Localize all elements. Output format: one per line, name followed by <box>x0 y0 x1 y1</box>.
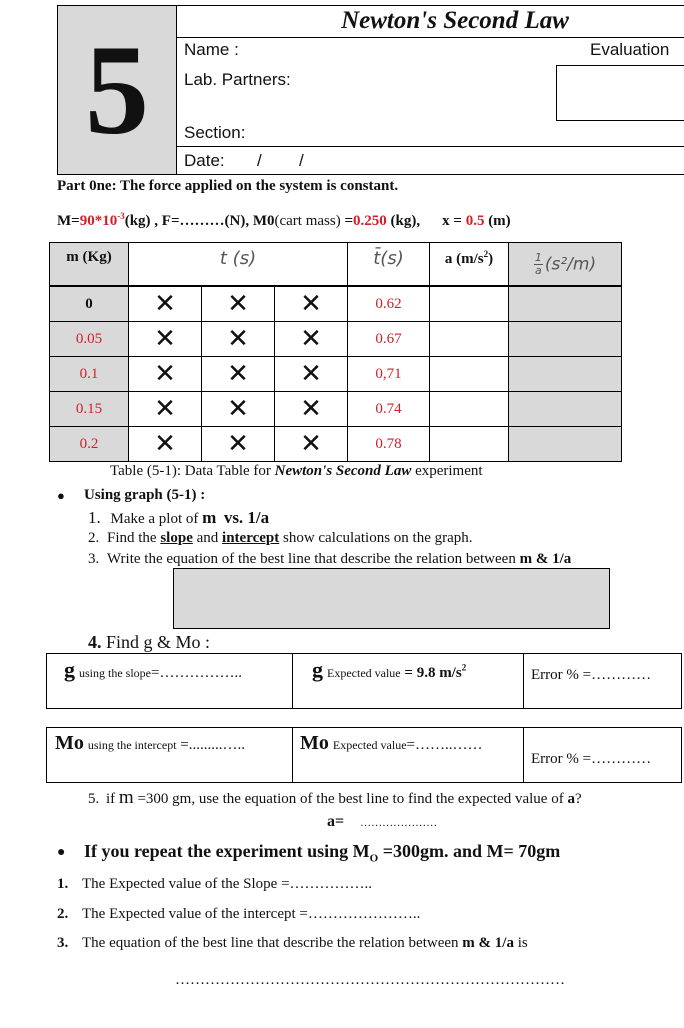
acceleration-cell[interactable] <box>430 357 509 392</box>
x-mark-icon: ✕ <box>202 427 275 462</box>
step-number: 1. <box>88 508 101 527</box>
acceleration-cell[interactable] <box>430 322 509 357</box>
q5-answer[interactable] <box>327 813 437 831</box>
x-mark-icon: ✕ <box>275 392 348 427</box>
q5-text-mid: =300 gm, use the equation of the best line to find the expected value of <box>133 791 568 807</box>
x-mark-icon: ✕ <box>129 392 202 427</box>
caption-suffix: experiment <box>411 463 483 479</box>
mo-divider <box>292 727 293 783</box>
mo-expected-cell[interactable] <box>300 732 483 755</box>
inverse-acceleration-cell[interactable] <box>509 392 622 427</box>
x-value: 0.5 <box>465 213 485 229</box>
mo-divider <box>523 727 524 783</box>
m-unit: (kg) , F=………(N), M0 <box>124 213 275 229</box>
g-slope-label: using the slope <box>79 666 151 680</box>
repeat-item-text: The Expected value of the intercept =………………….. <box>82 906 421 922</box>
step-intercept: intercept <box>222 530 280 546</box>
x-mark-icon: ✕ <box>202 357 275 392</box>
find-number: 4. <box>88 632 102 652</box>
m-value: 90*10 <box>79 213 118 229</box>
q5-a-label: a= <box>327 813 345 830</box>
question-5 <box>88 787 582 809</box>
mo-symbol: Mo <box>55 732 84 754</box>
x-mark-icon: ✕ <box>129 357 202 392</box>
q5-m: m <box>118 787 134 808</box>
repeat-heading-text: If you repeat the experiment using M <box>84 841 370 861</box>
x-mark-icon: ✕ <box>275 357 348 392</box>
g-error-cell[interactable]: Error % =………… <box>531 667 652 683</box>
table-row <box>50 357 622 392</box>
x-mark-icon: ✕ <box>202 287 275 322</box>
graph-step-1 <box>88 508 269 528</box>
step-text: Find the <box>107 530 161 546</box>
g-expected-cell <box>312 657 466 683</box>
g-expected-label: Expected value <box>327 666 401 680</box>
mean-time-cell: 0.67 <box>348 322 430 357</box>
table-row <box>50 287 622 322</box>
step-relation: m & 1/a <box>519 551 572 567</box>
inverse-acceleration-cell[interactable] <box>509 427 622 462</box>
m0-unit: (kg), <box>386 213 421 229</box>
data-table <box>49 242 622 462</box>
graph-bullet: ● <box>57 488 65 503</box>
q5-text: if <box>106 791 119 807</box>
graph-heading: Using graph (5-1) : <box>84 487 206 503</box>
repeat-item-tail: is <box>513 935 528 951</box>
table-row <box>50 427 622 462</box>
section-label: Section: <box>184 123 246 142</box>
x-mark-icon: ✕ <box>129 322 202 357</box>
repeat-item-number: 3. <box>57 935 69 951</box>
header-mean-time: t̄(s) <box>348 243 430 286</box>
m-label: M= <box>57 213 80 229</box>
date-separator: / <box>299 151 304 170</box>
header-acceleration <box>430 243 509 286</box>
date-separator: / <box>257 151 262 170</box>
repeat-item-text: The Expected value of the Slope =…………….. <box>82 876 373 892</box>
graph-step-2 <box>88 530 473 547</box>
repeat-heading <box>84 841 560 865</box>
inverse-numerator: 1 <box>534 250 542 264</box>
step-text: Write the equation of the best line that describe the relation between <box>107 551 520 567</box>
g-symbol: g <box>64 657 75 682</box>
answer-blank[interactable]: …………………………………………………………………… <box>175 972 565 988</box>
mo-symbol: Mo <box>300 732 329 754</box>
table-row <box>50 322 622 357</box>
mean-time-cell: 0.78 <box>348 427 430 462</box>
mean-time-cell: 0.62 <box>348 287 430 322</box>
evaluation-box[interactable] <box>556 65 684 121</box>
m-exponent: -3 <box>117 211 125 221</box>
q5-a: a <box>567 791 575 807</box>
repeat-item-number: 1. <box>57 876 69 892</box>
x-mark-icon: ✕ <box>275 322 348 357</box>
header-inverse-acceleration <box>509 243 622 286</box>
repeat-item-text: The equation of the best line that describe the relation between <box>82 935 463 951</box>
step-slope: slope <box>160 530 193 546</box>
mass-cell: 0.15 <box>50 392 129 427</box>
mo-error-cell[interactable]: Error % =………… <box>531 751 652 767</box>
g-symbol: g <box>312 657 323 682</box>
repeat-heading-sub: O <box>369 852 379 865</box>
date-line <box>177 174 684 175</box>
header-top-line <box>177 5 684 6</box>
repeat-item-3 <box>57 935 528 952</box>
header-acceleration-text: a (m/s <box>444 251 484 267</box>
lab-partners-label: Lab. Partners: <box>184 70 291 89</box>
step-m: m <box>202 508 217 527</box>
step-number: 2. <box>88 530 100 546</box>
acceleration-cell[interactable] <box>430 392 509 427</box>
inverse-acceleration-cell[interactable] <box>509 322 622 357</box>
acceleration-cell[interactable] <box>430 287 509 322</box>
inverse-unit: (s²/m) <box>544 254 597 274</box>
header-time: t (s) <box>129 243 348 286</box>
inverse-denominator: a <box>535 263 542 277</box>
page-title: Newton's Second Law <box>341 7 569 34</box>
step-number: 3. <box>88 551 100 567</box>
lab-number: 5 <box>85 19 149 161</box>
mass-cell: 0.05 <box>50 322 129 357</box>
caption-title: Newton's Second Law <box>274 463 412 479</box>
evaluation-label: Evaluation <box>590 40 670 59</box>
inverse-acceleration-cell[interactable] <box>509 357 622 392</box>
x-mark-icon: ✕ <box>129 427 202 462</box>
x-mark-icon: ✕ <box>202 392 275 427</box>
header-acceleration-close: ) <box>488 251 494 267</box>
header-title-line <box>177 37 684 38</box>
mo-intercept-value: =.........….. <box>176 737 245 753</box>
name-label: Name : <box>184 40 239 59</box>
repeat-bullet: ● <box>57 845 66 860</box>
mo-expected-value: =……..…… <box>406 737 483 753</box>
step-text: Make a plot of <box>110 511 203 527</box>
mo-intercept-cell[interactable] <box>55 732 245 755</box>
x-mark-icon: ✕ <box>129 287 202 322</box>
step-vs: vs. 1/a <box>223 508 270 527</box>
part-one-parameters <box>57 211 511 230</box>
repeat-item-2[interactable] <box>57 906 420 923</box>
mean-time-cell: 0.74 <box>348 392 430 427</box>
mo-intercept-label: using the intercept <box>87 738 177 752</box>
equals-sign: = <box>340 213 354 229</box>
g-slope-value: =…………….. <box>151 665 242 681</box>
find-text: Find g & Mo : <box>106 632 211 652</box>
header-mass: m (Kg) <box>50 243 129 286</box>
g-expected-sup: 2 <box>461 662 467 673</box>
q5-number: 5. <box>88 791 100 807</box>
mass-cell: 0 <box>50 287 129 322</box>
x-unit: (m) <box>484 213 511 229</box>
table-row <box>50 392 622 427</box>
x-label: x = <box>442 213 466 229</box>
q5-question-mark: ? <box>574 791 582 807</box>
g-slope-cell[interactable] <box>64 657 242 683</box>
repeat-item-relation: m & 1/a <box>462 935 514 951</box>
q5-a-blank: ………………… <box>360 817 438 829</box>
mo-expected-label: Expected value <box>332 738 407 752</box>
x-mark-icon: ✕ <box>202 322 275 357</box>
mass-cell: 0.2 <box>50 427 129 462</box>
cart-mass-label: (cart mass) <box>274 213 341 229</box>
g-divider <box>292 653 293 709</box>
section-line <box>177 146 684 147</box>
repeat-item-number: 2. <box>57 906 69 922</box>
caption-prefix: Table (5-1): Data Table for <box>110 463 275 479</box>
g-expected-value: = 9.8 m/s <box>400 665 462 681</box>
m0-value: 0.250 <box>353 213 387 229</box>
acceleration-cell[interactable] <box>430 427 509 462</box>
graph-step-3 <box>88 551 571 568</box>
repeat-heading-post: =300gm. and M= 70gm <box>378 841 561 861</box>
g-divider <box>523 653 524 709</box>
part-one-heading: Part 0ne: The force applied on the system is constant. <box>57 178 399 194</box>
header-acceleration-sup: 2 <box>483 249 489 259</box>
x-mark-icon: ✕ <box>275 287 348 322</box>
table-header-row <box>50 243 622 286</box>
inverse-acceleration-cell[interactable] <box>509 287 622 322</box>
x-mark-icon: ✕ <box>275 427 348 462</box>
date-label: Date: <box>184 151 225 170</box>
table-caption <box>110 463 483 480</box>
repeat-item-1[interactable] <box>57 876 372 893</box>
equation-answer-box[interactable] <box>173 568 610 629</box>
mass-cell: 0.1 <box>50 357 129 392</box>
step-and: and <box>192 530 223 546</box>
find-heading <box>88 632 210 653</box>
mean-time-cell: 0,71 <box>348 357 430 392</box>
step-text-post: show calculations on the graph. <box>279 530 473 546</box>
